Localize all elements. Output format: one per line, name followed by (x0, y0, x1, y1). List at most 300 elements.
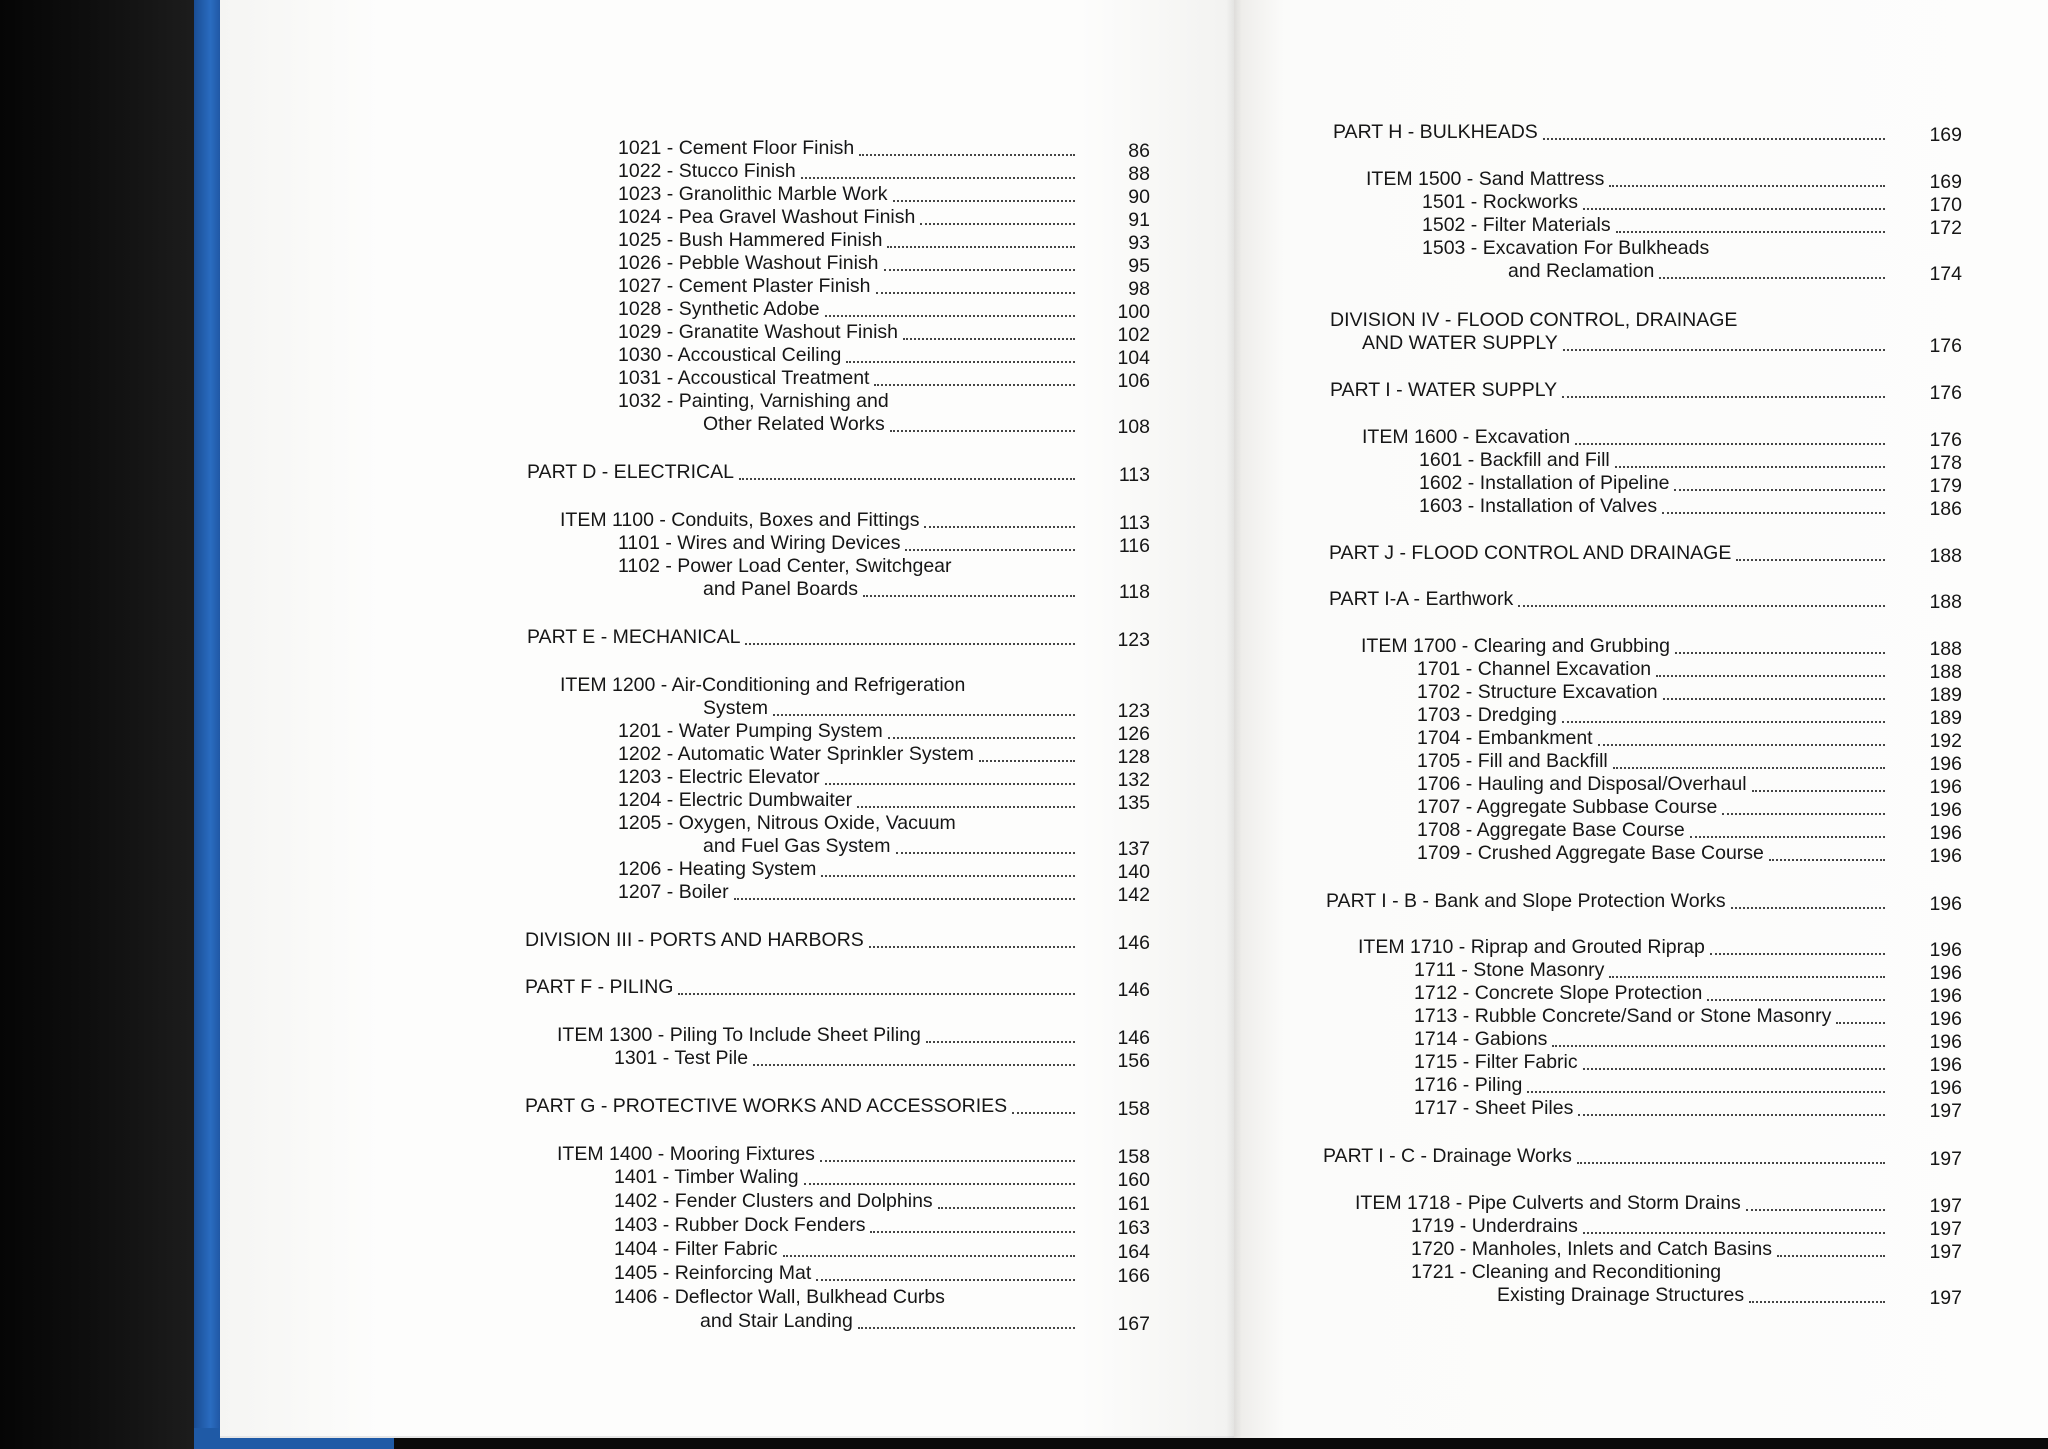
toc-entry (618, 743, 1075, 766)
toc-page-number: 90 (1128, 186, 1150, 208)
toc-page-number: 146 (1117, 979, 1150, 1001)
toc-entry-title: 1021 - Cement Floor Finish (618, 137, 855, 159)
toc-entry-title: 1715 - Filter Fabric (1414, 1051, 1578, 1073)
toc-entry (618, 555, 955, 578)
toc-entry-title: 1203 - Electric Elevator (618, 766, 820, 788)
dot-leader (905, 549, 1075, 551)
toc-page-number: 160 (1117, 1169, 1150, 1191)
toc-entry (1330, 379, 1885, 402)
dot-leader (1578, 1114, 1885, 1116)
toc-page-number: 116 (1118, 535, 1150, 557)
toc-entry-title: 1405 - Reinforcing Mat (614, 1262, 812, 1284)
toc-entry-title: 1402 - Fender Clusters and Dolphins (614, 1190, 933, 1212)
dot-leader (1663, 698, 1885, 700)
toc-entry (700, 1310, 1075, 1333)
toc-entry (618, 532, 1075, 555)
toc-page-number: 88 (1128, 163, 1150, 185)
dot-leader (876, 292, 1075, 294)
toc-entry (1417, 750, 1885, 773)
toc-entry (1362, 332, 1885, 355)
dot-leader (846, 361, 1075, 363)
toc-entry-title: System (703, 697, 769, 719)
toc-entry (618, 160, 1075, 183)
toc-entry-title: 1404 - Filter Fabric (614, 1238, 778, 1260)
toc-entry-title: 1028 - Synthetic Adobe (618, 298, 820, 320)
dot-leader (1662, 512, 1885, 514)
toc-entry-title: PART F - PILING (525, 976, 674, 998)
dot-leader (874, 384, 1075, 386)
dot-leader (1746, 1209, 1885, 1211)
toc-page-number: 179 (1929, 475, 1962, 497)
dot-leader (903, 338, 1075, 340)
toc-entry-title: 1301 - Test Pile (614, 1047, 749, 1069)
toc-page-number: 128 (1117, 746, 1150, 768)
dot-leader (1613, 767, 1885, 769)
dot-leader (859, 154, 1075, 156)
toc-page-number: 196 (1929, 1054, 1962, 1076)
toc-entry (557, 1143, 1075, 1166)
toc-page-number: 172 (1929, 217, 1962, 239)
toc-entry (1414, 1028, 1885, 1051)
toc-entry-title: 1029 - Granatite Washout Finish (618, 321, 898, 343)
toc-entry (527, 626, 1075, 649)
dot-leader (1583, 208, 1885, 210)
dot-leader (745, 643, 1075, 645)
toc-entry (525, 976, 1075, 999)
toc-entry (1411, 1261, 1724, 1284)
dot-leader (1731, 907, 1885, 909)
toc-entry (1333, 121, 1885, 144)
toc-page-number: 176 (1929, 335, 1962, 357)
toc-page-number: 196 (1929, 1008, 1962, 1030)
toc-entry (703, 413, 1075, 436)
dot-leader (739, 478, 1075, 480)
toc-entry-title: 1102 - Power Load Center, Switchgear (618, 555, 952, 577)
toc-entry-title: ITEM 1300 - Piling To Include Sheet Piling (557, 1024, 921, 1046)
toc-entry-title: 1721 - Cleaning and Reconditioning (1411, 1261, 1722, 1283)
toc-entry (618, 390, 892, 413)
toc-page-number: 176 (1929, 382, 1962, 404)
toc-entry (618, 858, 1075, 881)
toc-entry (1419, 495, 1885, 518)
toc-page-number: 158 (1117, 1146, 1150, 1168)
toc-page-number: 197 (1929, 1148, 1962, 1170)
toc-entry (1355, 1192, 1885, 1215)
toc-entry-title: 1719 - Underdrains (1411, 1215, 1578, 1237)
dot-leader (783, 1255, 1075, 1257)
toc-entry-title: PART I-A - Earthwork (1329, 588, 1514, 610)
dot-leader (1615, 466, 1885, 468)
toc-entry (618, 789, 1075, 812)
toc-page-number: 188 (1929, 591, 1962, 613)
toc-entry (618, 137, 1075, 160)
dot-leader (804, 1183, 1075, 1185)
toc-page-number: 163 (1117, 1217, 1150, 1239)
dot-leader (884, 269, 1075, 271)
dot-leader (887, 246, 1075, 248)
toc-entry-title: and Fuel Gas System (703, 835, 891, 857)
toc-page-number: 140 (1117, 861, 1150, 883)
dot-leader (753, 1064, 1075, 1066)
toc-entry-title: 1602 - Installation of Pipeline (1419, 472, 1670, 494)
toc-entry-title: 1027 - Cement Plaster Finish (618, 275, 871, 297)
toc-entry (618, 367, 1075, 390)
toc-entry-title: DIVISION IV - FLOOD CONTROL, DRAINAGE (1330, 309, 1738, 331)
toc-entry-title: 1703 - Dredging (1417, 704, 1557, 726)
toc-page-number: 100 (1117, 301, 1150, 323)
toc-page-number: 196 (1929, 822, 1962, 844)
toc-page-number: 158 (1117, 1098, 1150, 1120)
toc-page-number: 123 (1117, 700, 1150, 722)
toc-entry-title: 1712 - Concrete Slope Protection (1414, 982, 1703, 1004)
toc-entry (614, 1238, 1075, 1261)
toc-page-number: 197 (1929, 1218, 1962, 1240)
dot-leader (924, 526, 1075, 528)
toc-page-number: 176 (1929, 429, 1962, 451)
toc-entry-title: PART I - C - Drainage Works (1323, 1145, 1572, 1167)
toc-entry (703, 578, 1075, 601)
dot-leader (825, 315, 1075, 317)
toc-page-number: 166 (1117, 1265, 1150, 1287)
toc-entry-title: ITEM 1700 - Clearing and Grubbing (1361, 635, 1670, 657)
toc-entry-title: 1403 - Rubber Dock Fenders (614, 1214, 866, 1236)
toc-entry (618, 229, 1075, 252)
dot-leader (979, 760, 1075, 762)
dot-leader (1527, 1091, 1885, 1093)
dot-leader (1583, 1068, 1885, 1070)
toc-page-number: 104 (1117, 347, 1150, 369)
toc-entry (614, 1286, 948, 1309)
toc-entry-title: 1705 - Fill and Backfill (1417, 750, 1608, 772)
toc-entry (1422, 237, 1712, 260)
dot-leader (1616, 231, 1885, 233)
toc-entry-title: 1101 - Wires and Wiring Devices (618, 532, 901, 554)
toc-entry-title: PART J - FLOOD CONTROL AND DRAINAGE (1329, 542, 1732, 564)
toc-entry-title: 1717 - Sheet Piles (1414, 1097, 1574, 1119)
toc-page-number: 113 (1118, 464, 1150, 486)
dot-leader (816, 1279, 1075, 1281)
dot-leader (1752, 790, 1885, 792)
toc-entry (1417, 681, 1885, 704)
toc-entry-title: ITEM 1718 - Pipe Culverts and Storm Drains (1355, 1192, 1741, 1214)
toc-entry (618, 183, 1075, 206)
dot-leader (1575, 443, 1885, 445)
toc-entry (618, 298, 1075, 321)
toc-entry (1508, 260, 1885, 283)
dot-leader (1563, 349, 1885, 351)
dot-leader (896, 852, 1075, 854)
toc-entry (1411, 1238, 1885, 1261)
toc-entry-title: AND WATER SUPPLY (1362, 332, 1558, 354)
toc-entry (1417, 727, 1885, 750)
toc-entry-title: ITEM 1500 - Sand Mattress (1366, 168, 1605, 190)
toc-entry-title: ITEM 1600 - Excavation (1362, 426, 1571, 448)
toc-entry-title: 1202 - Automatic Water Sprinkler System (618, 743, 974, 765)
toc-entry-title: and Panel Boards (703, 578, 859, 600)
toc-page-number: 106 (1117, 370, 1150, 392)
toc-page-number: 108 (1117, 416, 1150, 438)
dot-leader (1598, 744, 1885, 746)
toc-entry (1329, 542, 1885, 565)
toc-entry-title: 1201 - Water Pumping System (618, 720, 883, 742)
toc-entry (614, 1190, 1075, 1213)
toc-page-number: 189 (1929, 684, 1962, 706)
toc-page-number: 174 (1929, 263, 1962, 285)
toc-entry (1414, 959, 1885, 982)
toc-page-number: 113 (1118, 512, 1150, 534)
toc-entry (614, 1262, 1075, 1285)
toc-entry (614, 1047, 1075, 1070)
toc-entry (560, 509, 1075, 532)
toc-entry-title: 1702 - Structure Excavation (1417, 681, 1658, 703)
dot-leader (938, 1207, 1075, 1209)
dot-leader (1836, 1022, 1885, 1024)
toc-page-number: 188 (1929, 661, 1962, 683)
toc-page-number: 161 (1117, 1193, 1150, 1215)
toc-page-number: 146 (1117, 1027, 1150, 1049)
toc-entry-title: 1401 - Timber Waling (614, 1166, 799, 1188)
toc-entry (1330, 309, 1740, 332)
toc-entry (1362, 426, 1885, 449)
toc-page-number: 91 (1128, 209, 1150, 231)
toc-entry (1422, 214, 1885, 237)
toc-page-number: 126 (1117, 723, 1150, 745)
toc-entry-title: DIVISION III - PORTS AND HARBORS (525, 929, 864, 951)
toc-entry (703, 835, 1075, 858)
toc-entry-title: 1030 - Accoustical Ceiling (618, 344, 842, 366)
toc-entry (527, 461, 1075, 484)
dot-leader (1577, 1162, 1885, 1164)
toc-entry-title: 1204 - Electric Dumbwaiter (618, 789, 853, 811)
toc-page-number: 196 (1929, 1031, 1962, 1053)
dot-leader (1609, 976, 1885, 978)
toc-entry (703, 697, 1075, 720)
toc-entry-title: 1713 - Rubble Concrete/Sand or Stone Masonry (1414, 1005, 1832, 1027)
dot-leader (869, 946, 1075, 948)
toc-entry (1422, 191, 1885, 214)
toc-entry-title: Other Related Works (703, 413, 885, 435)
toc-entry (525, 1095, 1075, 1118)
toc-entry (1414, 1051, 1885, 1074)
toc-page-number: 118 (1118, 581, 1150, 603)
toc-entry-title: 1501 - Rockworks (1422, 191, 1579, 213)
toc-entry-title: ITEM 1100 - Conduits, Boxes and Fittings (560, 509, 920, 531)
toc-page-number: 196 (1929, 939, 1962, 961)
toc-page-number: 196 (1929, 776, 1962, 798)
toc-entry-title: PART I - WATER SUPPLY (1330, 379, 1558, 401)
dot-leader (870, 1231, 1075, 1233)
toc-entry (560, 674, 968, 697)
toc-page-number: 197 (1929, 1287, 1962, 1309)
toc-entry (1361, 635, 1885, 658)
toc-page-number: 164 (1117, 1241, 1150, 1263)
toc-page-number: 197 (1929, 1195, 1962, 1217)
toc-page-number: 196 (1929, 962, 1962, 984)
toc-entry-title: 1025 - Bush Hammered Finish (618, 229, 883, 251)
toc-entry (1417, 773, 1885, 796)
toc-entry (1414, 1074, 1885, 1097)
toc-page-number: 86 (1128, 140, 1150, 162)
toc-entry (1414, 982, 1885, 1005)
toc-entry-title: 1716 - Piling (1414, 1074, 1523, 1096)
toc-entry (525, 929, 1075, 952)
toc-entry (1411, 1215, 1885, 1238)
toc-page-number: 169 (1929, 171, 1962, 193)
toc-entry (618, 812, 959, 835)
toc-page-number: 192 (1929, 730, 1962, 752)
dot-leader (888, 737, 1075, 739)
toc-entry-title: PART H - BULKHEADS (1333, 121, 1538, 143)
toc-entry-title: 1205 - Oxygen, Nitrous Oxide, Vacuum (618, 812, 956, 834)
toc-page-number: 95 (1128, 255, 1150, 277)
toc-entry (1417, 819, 1885, 842)
dot-leader (678, 993, 1075, 995)
toc-entry (618, 881, 1075, 904)
dot-leader (1656, 675, 1885, 677)
toc-page-number: 196 (1929, 893, 1962, 915)
toc-entry (618, 206, 1075, 229)
toc-entry-title: 1023 - Granolithic Marble Work (618, 183, 888, 205)
dot-leader (1518, 605, 1885, 607)
toc-page-number: 93 (1128, 232, 1150, 254)
toc-entry (1358, 936, 1885, 959)
toc-entry (1417, 658, 1885, 681)
dot-leader (1675, 652, 1885, 654)
toc-page-number: 196 (1929, 799, 1962, 821)
toc-entry-title: 1502 - Filter Materials (1422, 214, 1611, 236)
toc-page-number: 188 (1929, 638, 1962, 660)
toc-entry (1417, 796, 1885, 819)
toc-entry-title: 1022 - Stucco Finish (618, 160, 796, 182)
toc-entry (1419, 472, 1885, 495)
dot-leader (1674, 489, 1885, 491)
toc-page-number: 188 (1929, 545, 1962, 567)
dot-leader (1736, 559, 1885, 561)
toc-entry (557, 1024, 1075, 1047)
dot-leader (1562, 396, 1885, 398)
dot-leader (1012, 1112, 1075, 1114)
dot-leader (1659, 277, 1885, 279)
dot-leader (926, 1041, 1075, 1043)
toc-entry (1326, 890, 1885, 913)
toc-entry (614, 1214, 1075, 1237)
toc-entry (1366, 168, 1885, 191)
toc-page-number: 189 (1929, 707, 1962, 729)
dot-leader (858, 1327, 1075, 1329)
toc-entry-title: PART I - B - Bank and Slope Protection Works (1326, 890, 1726, 912)
toc-page-number: 156 (1117, 1050, 1150, 1072)
toc-entry-title: 1406 - Deflector Wall, Bulkhead Curbs (614, 1286, 945, 1308)
toc-entry-title: 1503 - Excavation For Bulkheads (1422, 237, 1710, 259)
toc-entry (1414, 1097, 1885, 1120)
toc-entry (618, 252, 1075, 275)
toc-page-number: 137 (1117, 838, 1150, 860)
toc-entry (618, 720, 1075, 743)
toc-entry-title: ITEM 1200 - Air-Conditioning and Refrigeration (560, 674, 966, 696)
toc-entry-title: 1024 - Pea Gravel Washout Finish (618, 206, 916, 228)
toc-entry (1497, 1284, 1885, 1307)
toc-entry (618, 321, 1075, 344)
toc-entry-title: PART E - MECHANICAL (527, 626, 741, 648)
toc-entry (1417, 704, 1885, 727)
dot-leader (1769, 859, 1885, 861)
dot-leader (920, 223, 1075, 225)
dot-leader (821, 875, 1075, 877)
dot-leader (1690, 836, 1885, 838)
toc-entry-title: 1031 - Accoustical Treatment (618, 367, 870, 389)
toc-entry (1323, 1145, 1885, 1168)
dot-leader (1722, 813, 1885, 815)
toc-entry-title: and Stair Landing (700, 1310, 853, 1332)
dot-leader (801, 177, 1075, 179)
toc-entry-title: and Reclamation (1508, 260, 1655, 282)
toc-entry-title: 1707 - Aggregate Subbase Course (1417, 796, 1718, 818)
toc-page-number: 178 (1929, 452, 1962, 474)
dot-leader (1777, 1255, 1885, 1257)
toc-page-number: 132 (1117, 769, 1150, 791)
toc-entry-title: 1709 - Crushed Aggregate Base Course (1417, 842, 1764, 864)
toc-page-number: 186 (1929, 498, 1962, 520)
toc-entry (1329, 588, 1885, 611)
toc-page-number: 102 (1117, 324, 1150, 346)
toc-entry (618, 766, 1075, 789)
dot-leader (863, 595, 1075, 597)
toc-entry (1419, 449, 1885, 472)
dot-leader (1552, 1045, 1885, 1047)
toc-entry-title: 1720 - Manholes, Inlets and Catch Basins (1411, 1238, 1772, 1260)
toc-entry-title: 1706 - Hauling and Disposal/Overhaul (1417, 773, 1747, 795)
dot-leader (893, 200, 1075, 202)
toc-entry-title: 1714 - Gabions (1414, 1028, 1548, 1050)
dot-leader (1710, 953, 1885, 955)
toc-entry-title: 1603 - Installation of Valves (1419, 495, 1658, 517)
toc-page-number: 197 (1929, 1241, 1962, 1263)
toc-page-number: 98 (1128, 278, 1150, 300)
toc-entry-title: PART D - ELECTRICAL (527, 461, 734, 483)
toc-page-number: 123 (1117, 629, 1150, 651)
toc-entry-title: 1026 - Pebble Washout Finish (618, 252, 879, 274)
dot-leader (1583, 1232, 1885, 1234)
toc-page-number: 167 (1117, 1313, 1150, 1335)
toc-entry-title: 1601 - Backfill and Fill (1419, 449, 1610, 471)
toc-page-number: 196 (1929, 1077, 1962, 1099)
toc-entry-title: 1032 - Painting, Varnishing and (618, 390, 889, 412)
toc-entry (618, 344, 1075, 367)
toc-entry (618, 275, 1075, 298)
toc-entry-title: 1708 - Aggregate Base Course (1417, 819, 1685, 841)
toc-entry-title: 1701 - Channel Excavation (1417, 658, 1652, 680)
toc-entry (1414, 1005, 1885, 1028)
toc-entry-title: ITEM 1400 - Mooring Fixtures (557, 1143, 815, 1165)
toc-page-number: 135 (1117, 792, 1150, 814)
dot-leader (857, 806, 1075, 808)
dot-leader (1609, 185, 1885, 187)
toc-entry-title: 1711 - Stone Masonry (1414, 959, 1605, 981)
dot-leader (1707, 999, 1885, 1001)
toc-entry-title: 1704 - Embankment (1417, 727, 1593, 749)
toc-page-number: 142 (1117, 884, 1150, 906)
page-gutter (1226, 0, 1242, 1440)
toc-entry-title: Existing Drainage Structures (1497, 1284, 1745, 1306)
toc-entry (1417, 842, 1885, 865)
toc-page-number: 146 (1117, 932, 1150, 954)
book-spine-background (0, 0, 205, 1449)
toc-page-number: 170 (1929, 194, 1962, 216)
dot-leader (825, 783, 1075, 785)
toc-page-number: 197 (1929, 1100, 1962, 1122)
dot-leader (734, 898, 1075, 900)
toc-page-number: 196 (1929, 985, 1962, 1007)
